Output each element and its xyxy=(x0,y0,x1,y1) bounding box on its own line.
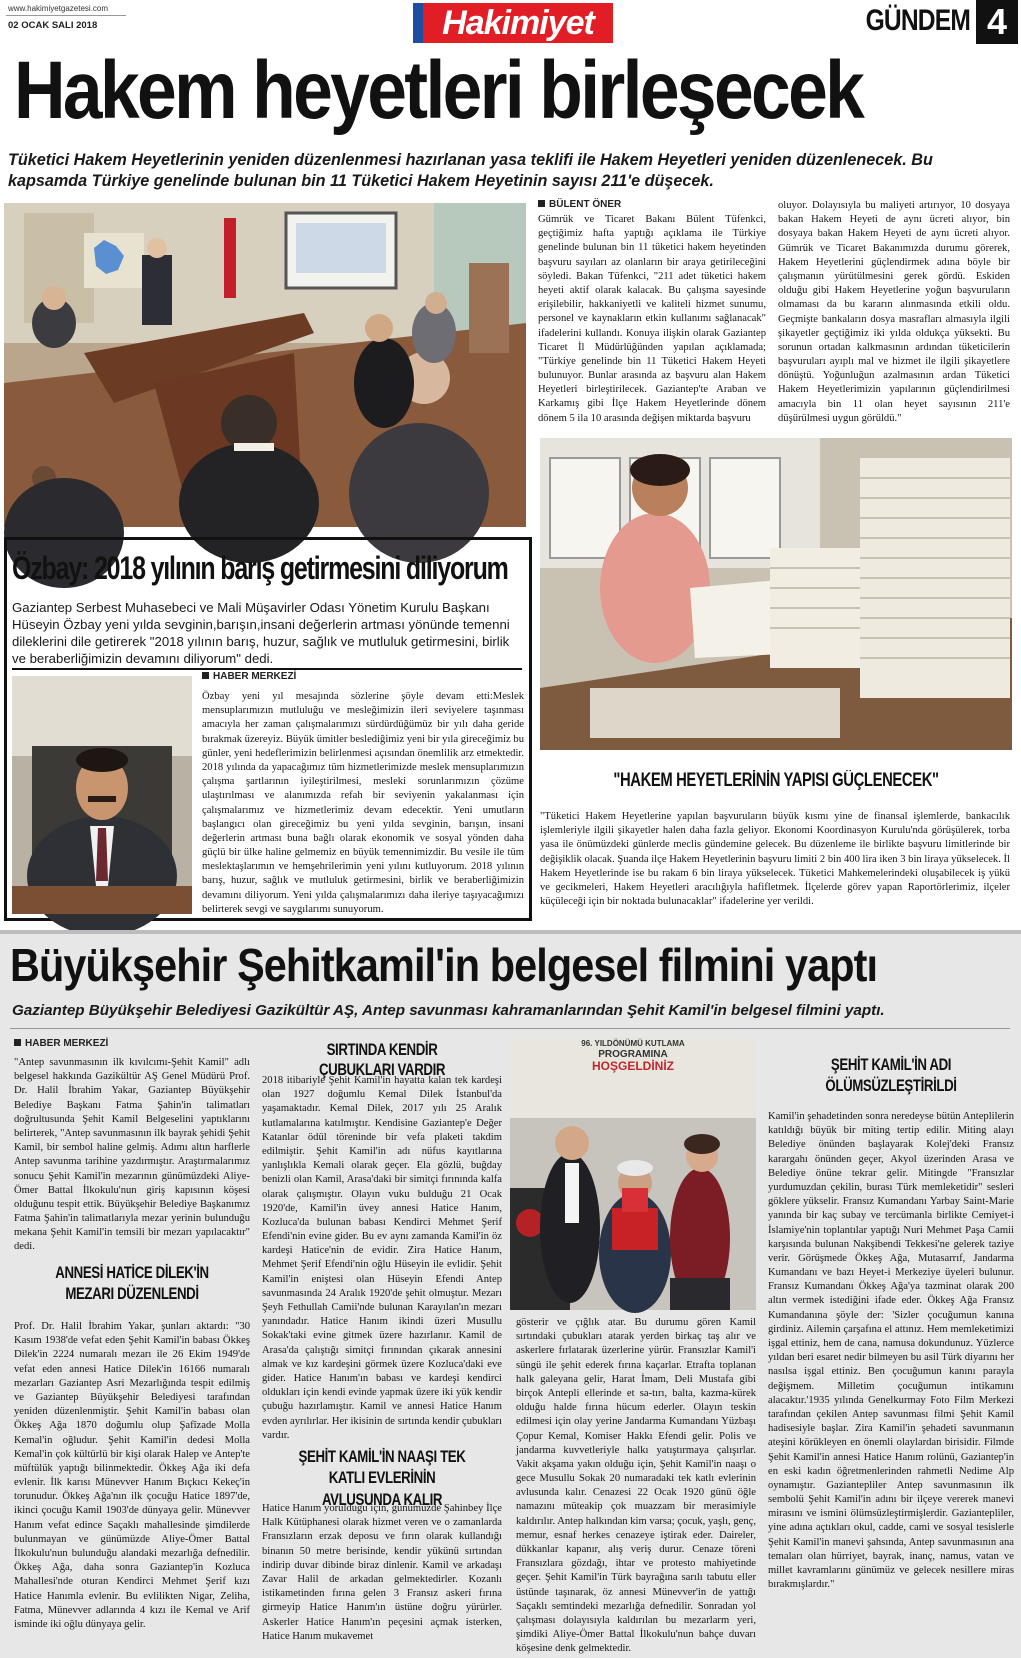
film-subhead-mother-grave: ANNESİ HATİCE DİLEK'İN MEZARI DÜZENLENDİ xyxy=(55,1263,209,1304)
page-number: 4 xyxy=(976,0,1018,44)
section-title: GÜNDEM xyxy=(865,4,970,37)
film-rule xyxy=(10,1028,1010,1029)
ozbay-deck: Gaziantep Serbest Muhasebeci ve Mali Müşavirler Odası Yönetim Kurulu Başkanı Hüseyin Özbay yeni yılda sevginin,barışın,insani değerlerin artması yönünde temenni dileklerini dile getirerek "2018 yılının barış, huzur, sağlık ve mutluluk getirmesini, birlik ve beraberliğimizin devamını diliyorum" dedi. xyxy=(12,600,510,666)
lead-column-3: "Tüketici Hakem Heyetlerine yapılan başvuruların büyük kısmı yine de finansal işlemlerde, bankacılık işlemleriyle ilgili şikayetler halen daha fazla geliyor. Ekonomi Koordinasyon Kurulu'nda görüşülerek, torba yasa ile önümüzdeki günlerde meclis gündemine gelecek. Bu düzenleme ile birlikte başvuru limitlerinde bir değişiklik olacak. Şuanda ilçe Hakem Heyetlerinin başvuru limiti 2 bin 400 lira iken 3 bin liraya yükselecek. İl Hakem Heyetlerinde ise bu rakam 6 bin liraya yükselecek. Tüketici Mahkemelerindeki oluşabilecek iş yükü ve gecikmeleri, Hakem Heyetleri aracılığıyla hafifletmek. İlçelerde görev yapan Raportörlerimiz, ilçeler küçüleceği için bir noktada bulunacaklar" ifadelerine yer verildi. xyxy=(540,811,1010,908)
lead-byline: BÜLENT ÖNER xyxy=(538,199,621,210)
section-divider xyxy=(0,930,1021,934)
lead-column-2: oluyor. Dolayısıyla bu maliyeti artırıyor, 10 dosyaya bakan Hakem Heyeti de aynı ücreti alıyor, bin dosyaya bakan Hakem Heyeti de aynı ücreti alıyor. Gümrük ve Ticaret Bakanımızda durumu görerek, Hakem Heyetlerini güçlendirmek adına böyle bir çalışmanın yürütülmesini gerek gördü. Eskiden olduğu gibi Hakem Heyetlerine yoğun başvuruların olmaması da bu kararın alınmasında etkili oldu. Geçmişte bankaların dosya masrafları almasıyla ilgili şikayetler geçtiğimiz iki yılda oldukça yüksekti. Bu sorunun ortadan kalkmasının ardından tüketicilerin başvuruları ayıplı mal ve hizmet ile ilgili şikayetlere dönüştü. Yoğunluğun azalmasının ardan Tüketici Hakem Heyetlerimizin yapılarının güçlendirilmesi amacıyla bin 11 olan heyet sayısının 211'e düşürülmesi uygun görüldü." xyxy=(778,200,1010,424)
masthead-rule xyxy=(6,15,126,16)
film-column-1-top: "Antep savunmasının ilk kıvılcımı-Şehit Kamil" adlı belgesel hakkında Gazikültür AŞ Genel Müdürü Prof. Dr. Halil İbrahim Yakar, Gaziantep Büyükşehir Belediye Başkanı Fatma Şahin'in talimatları doğrultusunda Şehit Kamil Belgeselini yaptıklarını belirterek, "Antep savunmasının ilk bayrak şehidi Şehit Kamil, bir sembol haline gelmiş. Adımı altın harflerle Antep savunma tarihine yazdırmıştır. Araştırmalarımız sonucu Şehit Kamil'in mezarının günümüzdeki Aliye-Ömer Battal İlkokulu'nun giriş kapısının köşesi olduğunu tespit ettik. Büyükşehir Belediye Başkanımız Fatma Şahin'in talimatlarıyla mezar yerinin bulunduğu mekana Şehit Kamil'in temsili bir mezarı yapılacaktır" dedi. xyxy=(14,1057,250,1253)
film-subhead-immortalized: ŞEHİT KAMİL'İN ADI ÖLÜMSÜZLEŞTİRİLDİ xyxy=(825,1055,957,1096)
ozbay-rule xyxy=(12,668,522,670)
film-column-4: Kamil'in şehadetinden sonra neredeyse bütün Anteplilerin katıldığı büyük bir miting tertip edilir. Miting alayı Belediye önünden başlayarak Kolej'deki Fransız karargahı önünden geçer, Akyol üzerinden Arasa ve Belediye önüne tekrar gelir. Mitingde "Fransızlar yurdumuzdan çekilin, burası Türk memleketidir" sesleri göklere yükselir. Fransız Kumandanı Yarbay Saint-Marie yanında bir kaç subay ve tercümanla birlikte Cemiyet-i İslamiye'nin toplantılar yaptığı Nuri Mehmet Paşa Camii karşısında bulunan Nakşibendi Tekkesi'ne gelerek taziye verir. Görüşmede Ökkeş Ağa, Mutasarrıf, Jandarma Kumandanı ve bazı Heyet-i Merkeziye üyeleri bulunur. Fransız Kumandanı Ökkeş Ağa'ya tazminat olarak 200 altın vermek istediğini ifade eder. Ökkeş Ağa Fransız Kumandanına şöyle der: 'Sizler çocuğumun kanına girdiniz. Ailemin çarşafına el attınız. Hem memleketimizi işgal ettiniz, hem de cana, namusa dokundunuz. Yüzlerce yıldan beri esaret nedir bilmeyen bu asil Türk diyarını her nasılsa işgal ettiniz. Ben çocuğumun kanını parayla değişmem. Milletim çocuğumun intikamını alacaktır.'1935 yılında Genelkurmay Foto Film Merkezi tarafından çekilen Antep savunması filmi Şehit Kamil hadisesiyle başlar. Zira Kamil'in şehadeti savunmanın ateşini körükleyen en önemli olaylardan birisidir. Filmde Şehit Kamil'in annesi Hatice Hanım rolünü, Gaziantep'in en eski kadın öğretmenlerinden rahmetli Nedime Alp oynamıştır. Gaziantepliler Antep savunmasının ilk sembolü Şehit Kamil'in adını bir ilçeye vererek manevi mirasını ve ismini ölümsüzleştirmişlerdir. Gaziantepliler, yine adına açtıkları okul, cadde, cami ve sosyal tesislerle Şehit Kamil'in manevi şahsında, Antep savunmasının ana temaları olan hürriyet, bayrak, inanç, namus, vatan ve millet kavramlarını günümüz ve gelecek nesillere miras bırakmışlardır." xyxy=(768,1111,1014,1591)
film-deck: Gaziantep Büyükşehir Belediyesi Gazikültür AŞ, Antep savunması kahramanlarından Şehit Kamil'in belgesel filmini yaptı. xyxy=(12,1002,885,1019)
ozbay-byline: HABER MERKEZİ xyxy=(202,671,296,682)
ceremony-banner-line-2: PROGRAMINA xyxy=(598,1048,668,1060)
lead-column-1: Gümrük ve Ticaret Bakanı Bülent Tüfenkci, geçtiğimiz hafta yaptığı açıklama ile Türkiye genelinde bulunan bin 11 tüketici hakem heyetinden başvuru sayıları az olanların bir araya getirileceğini söyledi. Bakan Tüfenkci, "211 adet tüketici hakem heyeti aktif olarak kalacak. Bu çalışma sayesinde erişilebilir, hakkaniyetli ve kaliteli hizmet sunumu, personel ve kaynakların etkin kullanımı sağlanacak" ifadelerini kullandı. Konuya ilişkin olarak Gaziantep Ticaret İl Müdürlüğünden yapılan açıklamada; "Türkiye genelinde bin 11 Tüketici Hakem Heyeti bulunuyor. Bunlar arasında az başvuru alan Hakem Heyetleri birleştirilecek. Gaziantep'te Araban ve Karkamış gibi İlçe Hakem Heyetlerinde dönem dönem 5 ila 10 arasında değişen miktarda başvuru xyxy=(538,214,766,424)
files-photo-illustration xyxy=(540,438,1012,750)
film-column-2-top: 2018 itibariyle Şehit Kamil'in hayatta kalan tek kardeşi olan 1927 doğumlu Kemal Dilek İstanbul'da yaşamaktadır. Kemal Dilek, 2017 yılı 25 Aralık kutlamalarına katılmıştır. Kendisine Gaziantep'e Değer Katanlar ödül töreninde bir vefa plaketi takdim edilmiştir. Şehit Kamil'in adı nüfus kayıtlarına yanlışlıkla Kemali olarak geçer. Ela gözlü, buğday benizli olan Kamil, Arasa'daki bir simitçi fırınında kalfa olarak çalışmıştır. Olayın vuku bulduğu 21 Ocak 1920'de, Kamil'in üvey annesi Hatice Hanım, Kozluca'da bulunan babası Kendirci Mehmet Şerif Efendi'nin evine gider. Bu ev aynı zamanda Kamil'in öz kardeşi Hatice'nin de evidir. Zira Hatice Hanım, Mehmet Şerif Efendi'nin oğlu Hüseyin ile evlidir. Şehit Kamil'in eniştesi olan Hüseyin Efendi Antep savunmasında 24 Aralık 1920'de şehit olmuştur. Mezarı Şeyh Fethullah Camii'nde bulunan Karayılan'ın mezarı yanındadır. Hatice Hanım ikindi üzeri Musullu Sokak'taki evine gitmek üzere hazırlanır. Kamil de Arasa'da çalıştığı simitçi fırınından çıkarak annesini almak ve kız kardeşini görmek üzere Kozluca'daki eve gider. Hatice Hanım'ın babası ve kardeşi kendirci oldukları için kendi evinde yapmak üzere iki yük kendir çubuğu hazırlamıştır. Kamil ve annesi Hatice Hanım evden ayrılırlar. Her ikisinin de sırtında kendir çubukları vardır. xyxy=(262,1075,502,1441)
ceremony-photo-illustration xyxy=(510,1038,756,1310)
ceremony-banner-line-3: HOŞGELDİNİZ xyxy=(591,1058,674,1073)
film-subhead-rods: SIRTINDA KENDİR ÇUBUKLARI VARDIR xyxy=(318,1040,446,1079)
film-column-1-bottom: Prof. Dr. Halil İbrahim Yakar, şunları aktardı: "30 Kasım 1938'de vefat eden Şehit Kamil'in babası Ökkeş Dilek'in 2224 numaralı mezarı ile 26 Ekim 1949'de vefat eden annesi Hatice Dilek'in 16166 numaralı mezarları Gaziantep Asri Mezarlığında tespit edilmiş ve Gaziantep Büyükşehir Belediyesi tarafından yeniden düzenlenmiştir. Şehit Kamil'in babası olan Ökkeş Ağa 1870 doğumlu olup Şafîzade Molla Kemal'in oğludur. Şehit Kamil'in dedesi Molla Kemal'in çok kültürlü bir kişi olarak Halep ve Antep'te müftülük yaptığı bilinmektedir. Ökkeş Ağa iki defa evlenir. İlk karısı Münevver Hanım Bıçkıcı Kekeç'in torunudur. Ökkeş Ağa'nın ilk çocuğu Hatice 1897'de, ikinci çocuğu Kamil 1903'de dünyaya gelir. Münevver Hanım vefat edince Saçaklı mahallesinde şimdilerde bulunmayan ve günümüzde Aliye-Ömer Battal İlkokulu'nun bulunduğu alandaki mezarlığa defnedilir. Ökkeş Ağa, daha sonra Gaziantep'in Kozluca Mahallesi'nde oturan Kendirci Mehmet Şerif kızı Hatice Hanımla evlenir. Bu evlilikten Nigar, Zeliha, Fatma, Münevver adlarında 4 kızı ile Kemal ve Arif isminde iki oğlu dünyaya gelir. xyxy=(14,1321,250,1630)
issue-date: 02 OCAK SALI 2018 xyxy=(8,20,98,31)
lead-deck: Tüketici Hakem Heyetlerinin yeniden düzenlenmesi hazırlanan yasa teklifi ile Hakem Heyetleri yeniden düzenlenecek. Bu kapsamda Türkiye genelinde bulunan bin 11 Tüketici Hakem Heyetinin sayısı 211'e düşecek. xyxy=(8,151,933,191)
film-column-3: gösterir ve çığlık atar. Bu durumu gören Kamil sırtındaki çubukları atarak yerden birkaç taş alır ve askerlere fırlatarak üzerlerine yürür. Fransızlar Kamil'i süngü ile şehit ederek fırına kaçarlar. Etrafta toplanan halk galeyana gelir, Harat İmam, Deli Mustafa gibi birçok Antepli ellerinde et sa-tırı, balta, kazma-kürek olduğu halde fırına hücum ederler. Olayın teskin edilmesi için olay yerine Jandarma Kumandanı Yüzbaşı Çopur Kemal, Komiser Hakkı Efendi gelir. Polis ve jandarma kuvvetleriyle halkı yatıştırmaya çalışırlar. Vakit akşama yakın olduğu için, Şehit Kamil'in naaşı o gece Musullu Sokak 20 numaradaki tek katlı evlerinin avlusunda kalır. Cenazesi 22 Ocak 1920 günü öğle namazını müteakip çok muazzam bir merasimiyle kaldırılır. Antep halkından kim varsa; çocuk, yaşlı, genç, memur, esnaf herkes cenazeye iştirak eder. Daireler, dükkanlar kapanır, alış veriş durur. Cenaze töreni Fransızlara gözdağı, ihtar ve protesto mahiyetinde geçer. Şehit Kamil'in Türk bayrağına sarılı tabutu eller üstünde taşınarak, öz annesi Münevver'in de yattığı Saçaklı semtindeki mezarlığa defnedilir. Sonradan yol çalışması dolayısıyla kaldırılan bu mezarlarm yeri, şimdiki Aliye-Ömer Battal İlkokulu'nun bahçe duvarı köşesine denk gelmektedir. xyxy=(516,1317,756,1655)
ozbay-body: Özbay yeni yıl mesajında sözlerine şöyle devam etti:Meslek mensuplarımızın mutluluğu ve mesleğimizin ileri seviyelere taşınması amacıyla her zaman çalışmalarımızı sürdürdüğümüz bir yılı daha geride bırakmak üzereyiz. Büyük ümitler beslediğimiz yeni bir yıla gireceğimiz bu günler, yeni hedeflerimizin belirlenmesi açısından önemlilik arz etmektedir. 2018 yılında da yapacağımız tüm hizmetlerimizde meslek mensuplarımızın çalışma şartlarının iyileştirilmesi, mesleki sorunlarımızın çözüme ulaştırılması ve alanımızda refah bir seviyenin yakalanması için çalışmalarımız ve hizmetlerimiz devam edecektir. Yeni umutların başlangıcı olan gireceğimiz bu yeni yılda sevginin, barışın, insani değerlerin artması buna bağlı olarak ekonomik ve sosyal yönden daha güçlü bir ülke haline gelmemiz en büyük temennimizdir. Bu vesile ile tüm meslektaşlarımın ve hemşehrilerimin yeni yılını kutluyorum. 2018 yılının barış, huzur, sağlık ve mutluluk getirmesini, birlik ve beraberliğimizin devamını diliyorum. Yeni yılda çalışmalarımızı daha ileriye taşıyacağımızı belirterek sevgi ve saygılarımı sunuyorum. xyxy=(202,691,524,915)
ozbay-photo-illustration xyxy=(12,676,192,914)
film-headline: Büyükşehir Şehitkamil'in belgesel filmini yaptı xyxy=(10,939,878,991)
meeting-photo xyxy=(4,203,526,527)
files-photo xyxy=(540,438,1012,750)
website-url: www.hakimiyetgazetesi.com xyxy=(8,4,109,13)
lead-subhead: "HAKEM HEYETLERİNİN YAPISI GÜÇLENECEK" xyxy=(613,770,939,791)
ozbay-photo xyxy=(12,676,192,914)
film-byline: HABER MERKEZİ xyxy=(14,1038,108,1049)
ceremony-photo xyxy=(510,1038,756,1310)
film-subhead-courtyard: ŞEHİT KAMİL'İN NAAŞI TEK KATLI EVLERİNİN AVLUSUNDA KALIR xyxy=(298,1447,466,1509)
ozbay-headline: Özbay: 2018 yılının barış getirmesini diliyorum xyxy=(12,550,508,586)
ceremony-banner xyxy=(510,1040,756,1073)
lead-headline: Hakem heyetleri birleşecek xyxy=(14,45,863,136)
meeting-photo-illustration xyxy=(4,203,526,527)
newspaper-logo: Hakimiyet xyxy=(423,3,613,43)
logo-accent xyxy=(413,3,423,43)
ceremony-banner-line-1: 96. YILDÖNÜMÜ KUTLAMA xyxy=(581,1039,685,1048)
film-column-2-bottom: Hatice Hanım yoruldugu için, günümüzde Şahinbey İlçe Halk Kütüphanesi olarak hizmet veren ve o zamanlarda Fransızların erzak deposu ve fırın olarak kullandığı binanın 50 metre berisinde, kendir yükünü sırtından indirip duvar dibinde biraz dinlenir. Kamil ve arkadaşı Zavar Halil de arkadan gelmektedirler. Kozanlı istikametinden fırına gelen 3 Fransız askeri fırına girmeyip Hatice Hanım'ın üstüne doğru yürürler. Askerler Hatice Hanım'ın peçesini açmak isterken, Hatice Hanım mukavemet xyxy=(262,1503,502,1642)
